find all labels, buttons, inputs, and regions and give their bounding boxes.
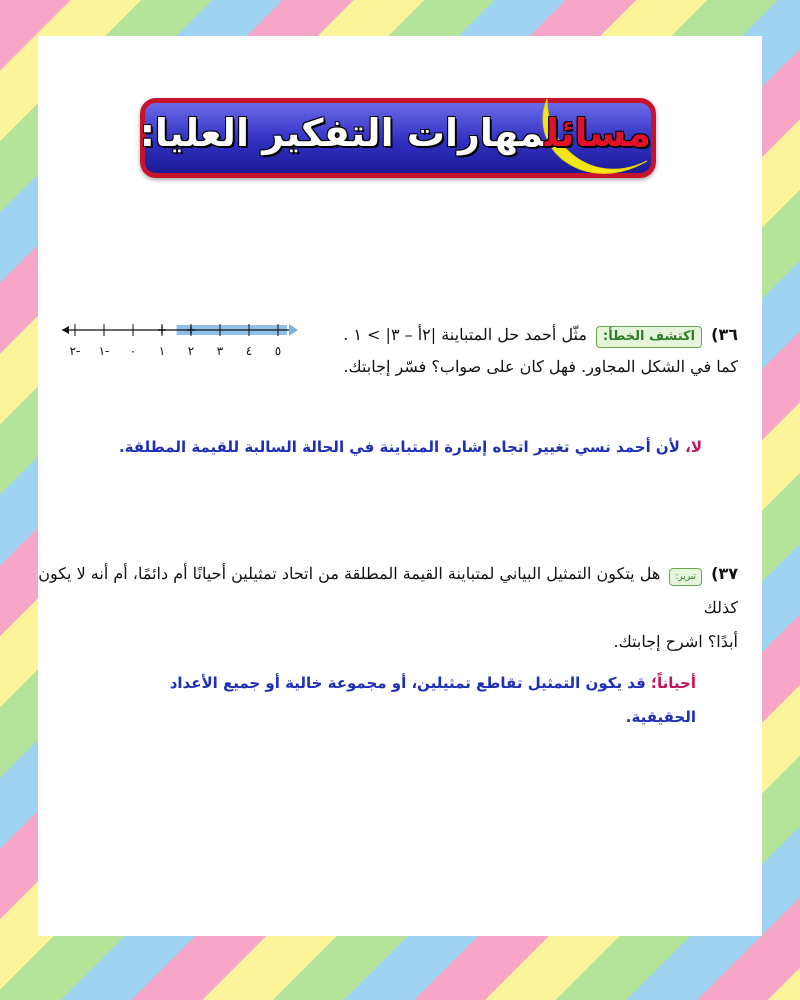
justify-tag: تبرير: bbox=[669, 568, 702, 586]
tick-label: ١- bbox=[98, 344, 110, 358]
answer-lead: أحياناً؛ bbox=[651, 674, 696, 692]
question-text-line2: كما في الشكل المجاور. فهل كان على صواب؟ فسّر إجابتك. bbox=[343, 357, 738, 376]
tick-label: ٤ bbox=[245, 344, 253, 358]
answer-text: لأن أحمد نسي تغيير اتجاه إشارة المتباينة في الحالة السالبة للقيمة المطلقة. bbox=[118, 438, 686, 456]
question-text-line1: مثّل أحمد حل المتباينة |٢أ – ٣| > ١ . bbox=[343, 325, 587, 344]
answer-text: قد يكون التمثيل تقاطع تمثيلين، أو مجموعة خالية أو جميع الأعداد الحقيقية. bbox=[169, 674, 696, 726]
tick-label: ٣ bbox=[216, 344, 224, 358]
tick-label: ١ bbox=[158, 344, 166, 358]
page-sheet bbox=[38, 36, 762, 936]
question-number: ٣٦) bbox=[711, 325, 738, 344]
tick-label: ٢ bbox=[187, 344, 195, 358]
tick-label: ٢- bbox=[69, 344, 81, 358]
question-36 bbox=[298, 319, 738, 383]
tick-label: ٠ bbox=[129, 344, 137, 358]
number-line-ticks bbox=[62, 324, 298, 358]
tick-label: ٥ bbox=[274, 344, 282, 358]
question-number: ٣٧) bbox=[711, 564, 738, 583]
question-37 bbox=[38, 557, 738, 659]
left-arrow-icon bbox=[62, 326, 69, 334]
question-text-line2: أبدًا؟ اشرح إجابتك. bbox=[613, 632, 738, 651]
question-text-line1: هل يتكون التمثيل البياني لمتباينة القيمة المطلقة من اتحاد تمثيلين أحيانًا أم دائمًا، أم أنه لا يكون كذلك bbox=[38, 564, 738, 617]
answer-37 bbox=[96, 666, 696, 734]
number-line-graph bbox=[60, 316, 300, 361]
answer-lead: لا، bbox=[685, 438, 702, 456]
answer-36 bbox=[62, 438, 702, 456]
plus-marker-icon bbox=[158, 326, 166, 334]
title-banner bbox=[140, 98, 656, 178]
find-error-tag: اكتشف الخطأ: bbox=[596, 326, 702, 348]
right-arrow-icon bbox=[289, 324, 298, 336]
page-title: مسائلمهارات التفكير العليا: bbox=[139, 111, 651, 155]
